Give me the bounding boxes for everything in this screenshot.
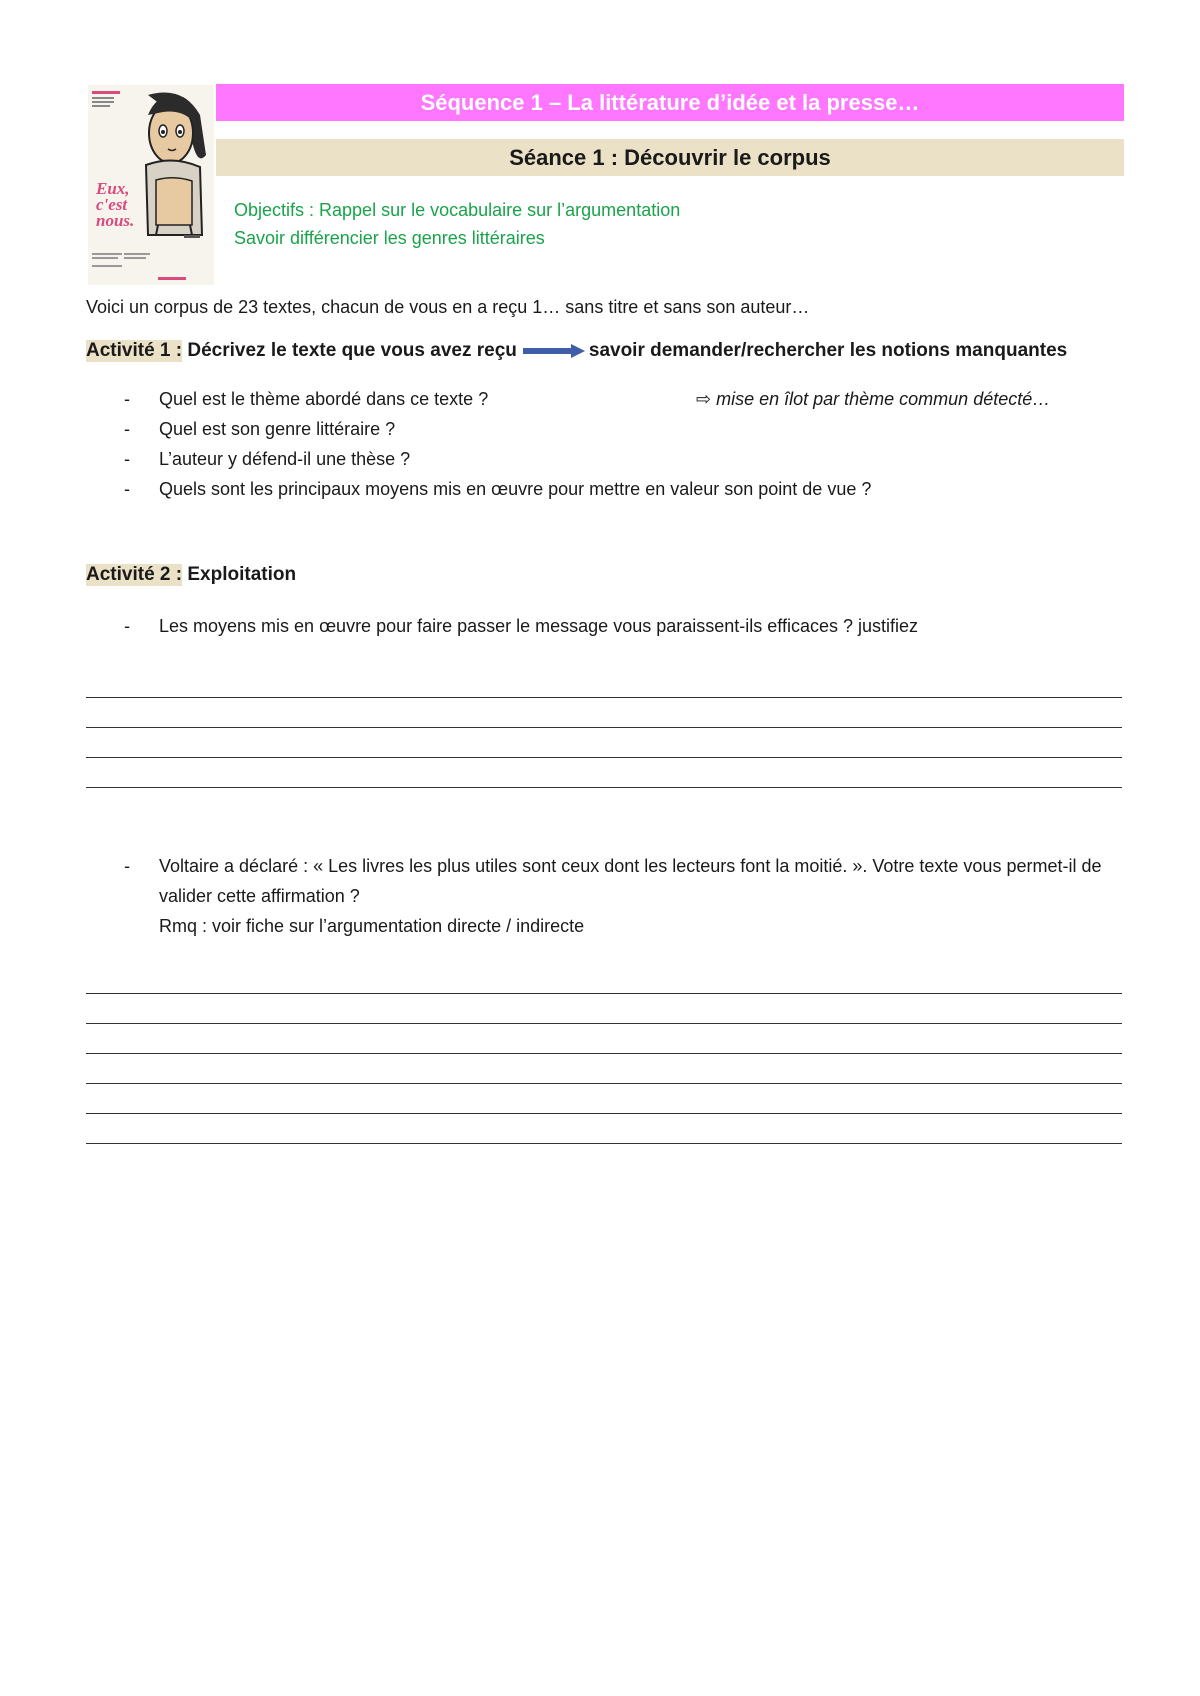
seance-title: Séance 1 : Découvrir le corpus <box>509 144 831 170</box>
answer-line[interactable] <box>86 1114 1122 1144</box>
answer-line[interactable] <box>86 1084 1122 1114</box>
intro-text: Voici un corpus de 23 textes, chacun de vous en a reçu 1… sans titre et sans son auteur… <box>86 297 810 317</box>
list-item: - L’auteur y défend-il une thèse ? <box>124 444 871 474</box>
activity-2-question-2 <box>124 851 1128 941</box>
answer-lines-1[interactable] <box>86 668 1122 788</box>
remark-text: Rmq : voir fiche sur l’argumentation directe / indirecte <box>159 916 585 936</box>
activity-1-arrow-text: savoir demander/rechercher les notions manquantes <box>588 340 1068 361</box>
answer-line[interactable] <box>86 698 1122 728</box>
activity-1-note: ⇨ mise en îlot par thème commun détecté… <box>696 389 1051 409</box>
objectives <box>234 196 680 252</box>
book-cover-image <box>88 85 214 285</box>
list-item: - Quel est le thème abordé dans ce texte ? <box>124 384 871 414</box>
answer-line[interactable] <box>86 964 1122 994</box>
answer-lines-2[interactable] <box>86 964 1122 1144</box>
list-item: - Les moyens mis en œuvre pour faire passer le message vous paraissent-ils efficaces ? justifiez <box>124 611 918 641</box>
right-arrow-icon <box>523 344 585 358</box>
activity-1-text: Décrivez le texte que vous avez reçu <box>182 340 517 361</box>
answer-line[interactable] <box>86 728 1122 758</box>
voltaire-quote-question: Voltaire a déclaré : « Les livres les plus utiles sont ceux dont les lecteurs font la moitié. ». Votre texte vous permet-il de valider cette affirmation ? <box>159 856 1102 906</box>
objective-line-1: Objectifs : Rappel sur le vocabulaire sur l’argumentation <box>234 200 681 220</box>
activity-2-heading <box>86 564 296 586</box>
sequence-title: Séquence 1 – La littérature d’idée et la presse… <box>420 89 920 115</box>
activity-1-label: Activité 1 : <box>86 340 183 361</box>
activity-2-question-1 <box>124 611 918 641</box>
list-item <box>124 851 1128 941</box>
list-item: - Quels sont les principaux moyens mis en œuvre pour mettre en valeur son point de vue ? <box>124 474 871 504</box>
answer-line[interactable] <box>86 668 1122 698</box>
seance-title-bar <box>216 139 1124 176</box>
answer-line[interactable] <box>86 758 1122 788</box>
objective-line-2: Savoir différencier les genres littéraires <box>234 228 545 248</box>
activity-1-heading <box>86 340 1067 362</box>
activity-2-text: Exploitation <box>182 564 297 585</box>
answer-line[interactable] <box>86 1054 1122 1084</box>
cover-title: Eux, c'est nous. <box>96 179 135 230</box>
sequence-title-bar <box>216 84 1124 121</box>
answer-line[interactable] <box>86 1024 1122 1054</box>
answer-line[interactable] <box>86 994 1122 1024</box>
activity-2-label: Activité 2 : <box>86 564 183 585</box>
list-item: - Quel est son genre littéraire ? <box>124 414 871 444</box>
